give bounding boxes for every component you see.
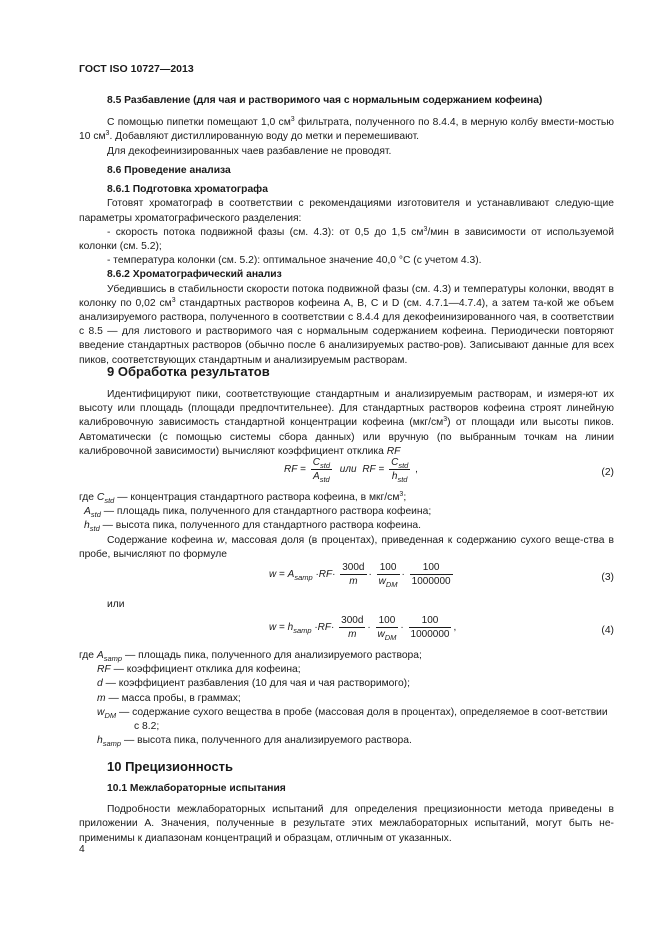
section-10-title: 10 Прецизионность <box>107 759 234 774</box>
running-header: ГОСТ ISO 10727—2013 <box>79 63 194 75</box>
section-8-6-title: 8.6 Проведение анализа <box>107 165 231 176</box>
list-item: - температура колонки (см. 5.2): оптимальное значение 40,0 °С (с учетом 4.3). <box>107 255 482 267</box>
where-list-1 <box>79 491 614 562</box>
or-text: или <box>107 599 125 610</box>
where-item: $w_{DM}$ — содержание сухого вещества в пробе (массовая доля в процентах), определяемое в соот-ветствии с 8.2; <box>97 706 608 733</box>
paragraph: Убедившись в стабильности скорости потока подвижной фазы (см. 4.3) и температуры колонки, вводят в колонку по 0,02 $см^3$ стандартных растворов кофеина А, В, С и D (см. 4.7.1—4.7.4), а затем та-кой же объем анализируемого раствора, полученного в соответствии с 8.4.4 для декофеинизированного чая, в соответствии с 8.5 — для листового и растворимого чая с нормальным содержанием кофеина. Периодически повторяют введение стандартных растворов (обычно после 6 анализируемых раство-ров). Записывают данные для всех пиков, соответствующих стандартным и анализируемым растворам. <box>79 283 614 366</box>
section-8-6-2-title: 8.6.2 Хроматографический анализ <box>107 269 282 281</box>
section-9-intro <box>79 388 614 459</box>
paragraph: Содержание кофеина w, массовая доля (в процентах), приведенная к содержанию сухого веще-ства в пробе, вычисляют по формуле <box>79 534 614 560</box>
where-item: где $C_{std}$ — концентрация стандартного раствора кофеина, в мкг/$см^3$; <box>79 491 407 505</box>
where-item: RF — коэффициент отклика для кофеина; <box>97 664 301 676</box>
where-item: m — масса пробы, в граммах; <box>97 692 241 704</box>
section-9-title: 9 Обработка результатов <box>107 364 270 379</box>
where-item: $h_{samp}$ — высота пика, полученного для анализируемого раствора. <box>97 735 412 749</box>
section-10-1 <box>79 782 614 846</box>
section-8-5-title: 8.5 Разбавление (для чая и растворимого чая с нормальным содержанием кофеина) <box>107 95 543 106</box>
where-item: d — коэффициент разбавления (10 для чая и чая растворимого); <box>97 678 410 690</box>
section-8-6 <box>79 164 614 368</box>
equation-2: RF = $\frac{C_{std}}{A_{std}}$ или RF = $\frac{C_{std}}{h_{std}}$ , <box>284 457 418 484</box>
section-8-6-1-title: 8.6.1 Подготовка хроматографа <box>107 184 268 196</box>
section-8-5 <box>79 94 614 159</box>
equation-2-number: (2) <box>601 467 614 478</box>
where-list-2 <box>79 649 614 748</box>
paragraph: Идентифицируют пики, соответствующие стандартным и анализируемым растворам, и измеря-ют их высоту или площадь (площади предпочтительнее). Для стандартных растворов кофеина строят линейную калибровочную зависимость стандартной концентрации кофеина $(мкг/см^3)$ от площади или высоты пиков. Автоматически (с помощью системы сбора данных) или вручную (по выбранным точкам на линии калибровочной зависимости) вычисляют коэффициент отклика RF <box>79 389 615 457</box>
page-number: 4 <box>79 844 85 855</box>
equation-3-number: (3) <box>601 572 614 583</box>
where-item: $A_{std}$ — площадь пика, полученного для стандартного раствора кофеина; <box>84 506 432 520</box>
where-item: $h_{std}$ — высота пика, полученного для стандартного раствора кофеина. <box>84 520 422 534</box>
where-item: где $A_{samp}$ — площадь пика, полученного для анализируемого раствора; <box>79 650 422 663</box>
equation-4-number: (4) <box>601 625 614 636</box>
paragraph: Для декофеинизированных чаев разбавление не проводят. <box>107 145 392 157</box>
paragraph: С помощью пипетки помещают 1,0 $см^3$ фильтрата, полученного по 8.4.4, в мерную колбу вмести-мостью 10 $см^3$. Добавляют дистиллированную воду до метки и перемешивают. <box>79 116 614 143</box>
equation-4: $w = h_{samp} \cdot RF\cdot$ $\frac{300d}{m}$ · $\frac{100}{w_{DM}}$ · $\frac{100}{1000000}$ , <box>269 615 457 642</box>
list-item: - скорость потока подвижной фазы (см. 4.3): от 0,5 до 1,5 $см^3$/мин в зависимости от используемой колонки (см. 5.2); <box>79 225 614 253</box>
paragraph: Готовят хроматограф в соответствии с рекомендациями изготовителя и устанавливают следую-щие параметры хроматографического разделения: <box>79 198 614 224</box>
section-10-1-title: 10.1 Межлабораторные испытания <box>107 783 286 794</box>
paragraph: Подробности межлабораторных испытаний для определения прецизионности метода приведены в приложении А. Значения, полученные в результате этих межлабораторных испытаний, могут быть не-применимы к диапазонам концентраций и образцам, отличным от указанных. <box>79 804 614 844</box>
equation-3: $w = A_{samp} \cdot RF\cdot$ $\frac{300d}{m}$ · $\frac{100}{w_{DM}}$ · $\frac{100}{1000000}$ <box>269 562 451 589</box>
